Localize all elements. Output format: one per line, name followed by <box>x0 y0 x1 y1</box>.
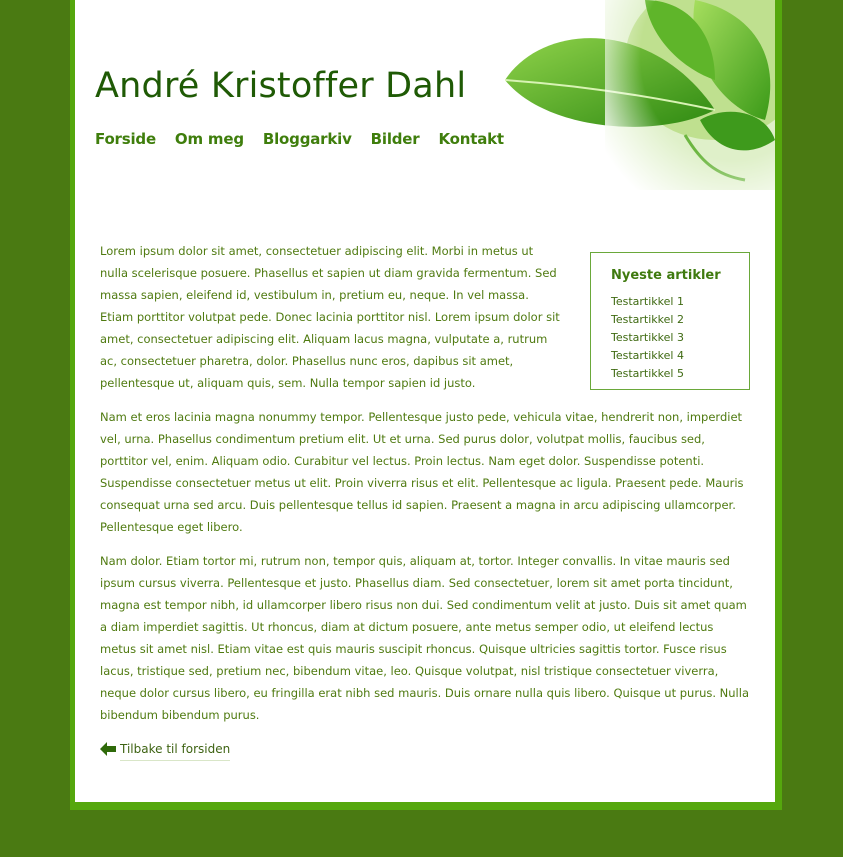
page-frame <box>70 0 782 810</box>
leaf-graphic <box>485 0 775 190</box>
nav-bilder[interactable]: Bilder <box>370 130 420 148</box>
article-link-3[interactable]: Testartikkel 3 <box>611 331 684 344</box>
latest-articles-title: Nyeste artikler <box>611 268 721 283</box>
article-link-1[interactable]: Testartikkel 1 <box>611 295 684 308</box>
main-content <box>100 240 750 761</box>
page-inner <box>75 0 775 802</box>
nav-kontakt[interactable]: Kontakt <box>438 130 504 148</box>
back-link-row <box>100 738 750 761</box>
main-nav <box>95 130 504 148</box>
back-to-home-link[interactable]: Tilbake til forsiden <box>120 738 230 761</box>
site-title: André Kristoffer Dahl <box>95 66 467 106</box>
latest-articles-box <box>590 252 750 390</box>
paragraph-3: Nam dolor. Etiam tortor mi, rutrum non, tempor quis, aliquam at, tortor. Integer convallis. In vitae mauris sed ipsum cursus viverra. Pellentesque et justo. Phasellus diam. Sed consectetuer, lorem sit amet porta tincidunt, magna est tempor nibh, id ullamcorper libero risus non dui. Sed condimentum velit at justo. Duis sit amet quam a diam imperdiet sagittis. Ut rhoncus, diam at dictum posuere, ante metus semper odio, ut eleifend lectus metus sit amet nisl. Etiam vitae est quis mauris suscipit rhoncus. Quisque ultricies sagittis tortor. Fusce risus lacus, tristique sed, pretium nec, bibendum vitae, leo. Quisque volutpat, nisl tristique consectetuer viverra, neque dolor cursus libero, eu fringilla erat nibh sed mauris. Duis ornare nulla quis libero. Quisque ut purus. Nulla bibendum bibendum purus. <box>100 554 749 722</box>
article-link-2[interactable]: Testartikkel 2 <box>611 313 684 326</box>
paragraph-2: Nam et eros lacinia magna nonummy tempor. Pellentesque justo pede, vehicula vitae, hendrerit non, imperdiet vel, urna. Phasellus condimentum pretium elit. Ut et urna. Sed purus dolor, volutpat mollis, faucibus sed, porttitor vel, enim. Aliquam odio. Curabitur vel lectus. Proin lectus. Nam eget dolor. Suspendisse potenti. Suspendisse consectetuer metus ut elit. Proin viverra risus et elit. Pellentesque ac ligula. Praesent pede. Mauris consequat urna sed arcu. Duis pellentesque tellus id sapien. Praesent a magna in arcu adipiscing ullamcorper. Pellentesque eget libero. <box>100 410 744 534</box>
paragraph-1: Lorem ipsum dolor sit amet, consectetuer adipiscing elit. Morbi in metus ut nulla scelerisque posuere. Phasellus et sapien ut diam gravida fermentum. Sed massa sapien, eleifend id, vestibulum in, pretium eu, neque. In vel massa. Etiam porttitor volutpat pede. Donec lacinia porttitor nisl. Lorem ipsum dolor sit amet, consectetuer adipiscing elit. Aliquam lacus magna, vulputate a, rutrum ac, consectetuer pharetra, dolor. Phasellus nunc eros, dapibus sit amet, pellentesque ut, aliquam quis, sem. Nulla tempor sapien id justo. <box>100 244 560 390</box>
article-link-5[interactable]: Testartikkel 5 <box>611 367 684 380</box>
nav-forside[interactable]: Forside <box>95 130 156 148</box>
latest-articles-list <box>611 293 749 383</box>
article-link-4[interactable]: Testartikkel 4 <box>611 349 684 362</box>
nav-bloggarkiv[interactable]: Bloggarkiv <box>262 130 352 148</box>
back-arrow-icon[interactable] <box>100 742 116 756</box>
nav-om-meg[interactable]: Om meg <box>174 130 244 148</box>
